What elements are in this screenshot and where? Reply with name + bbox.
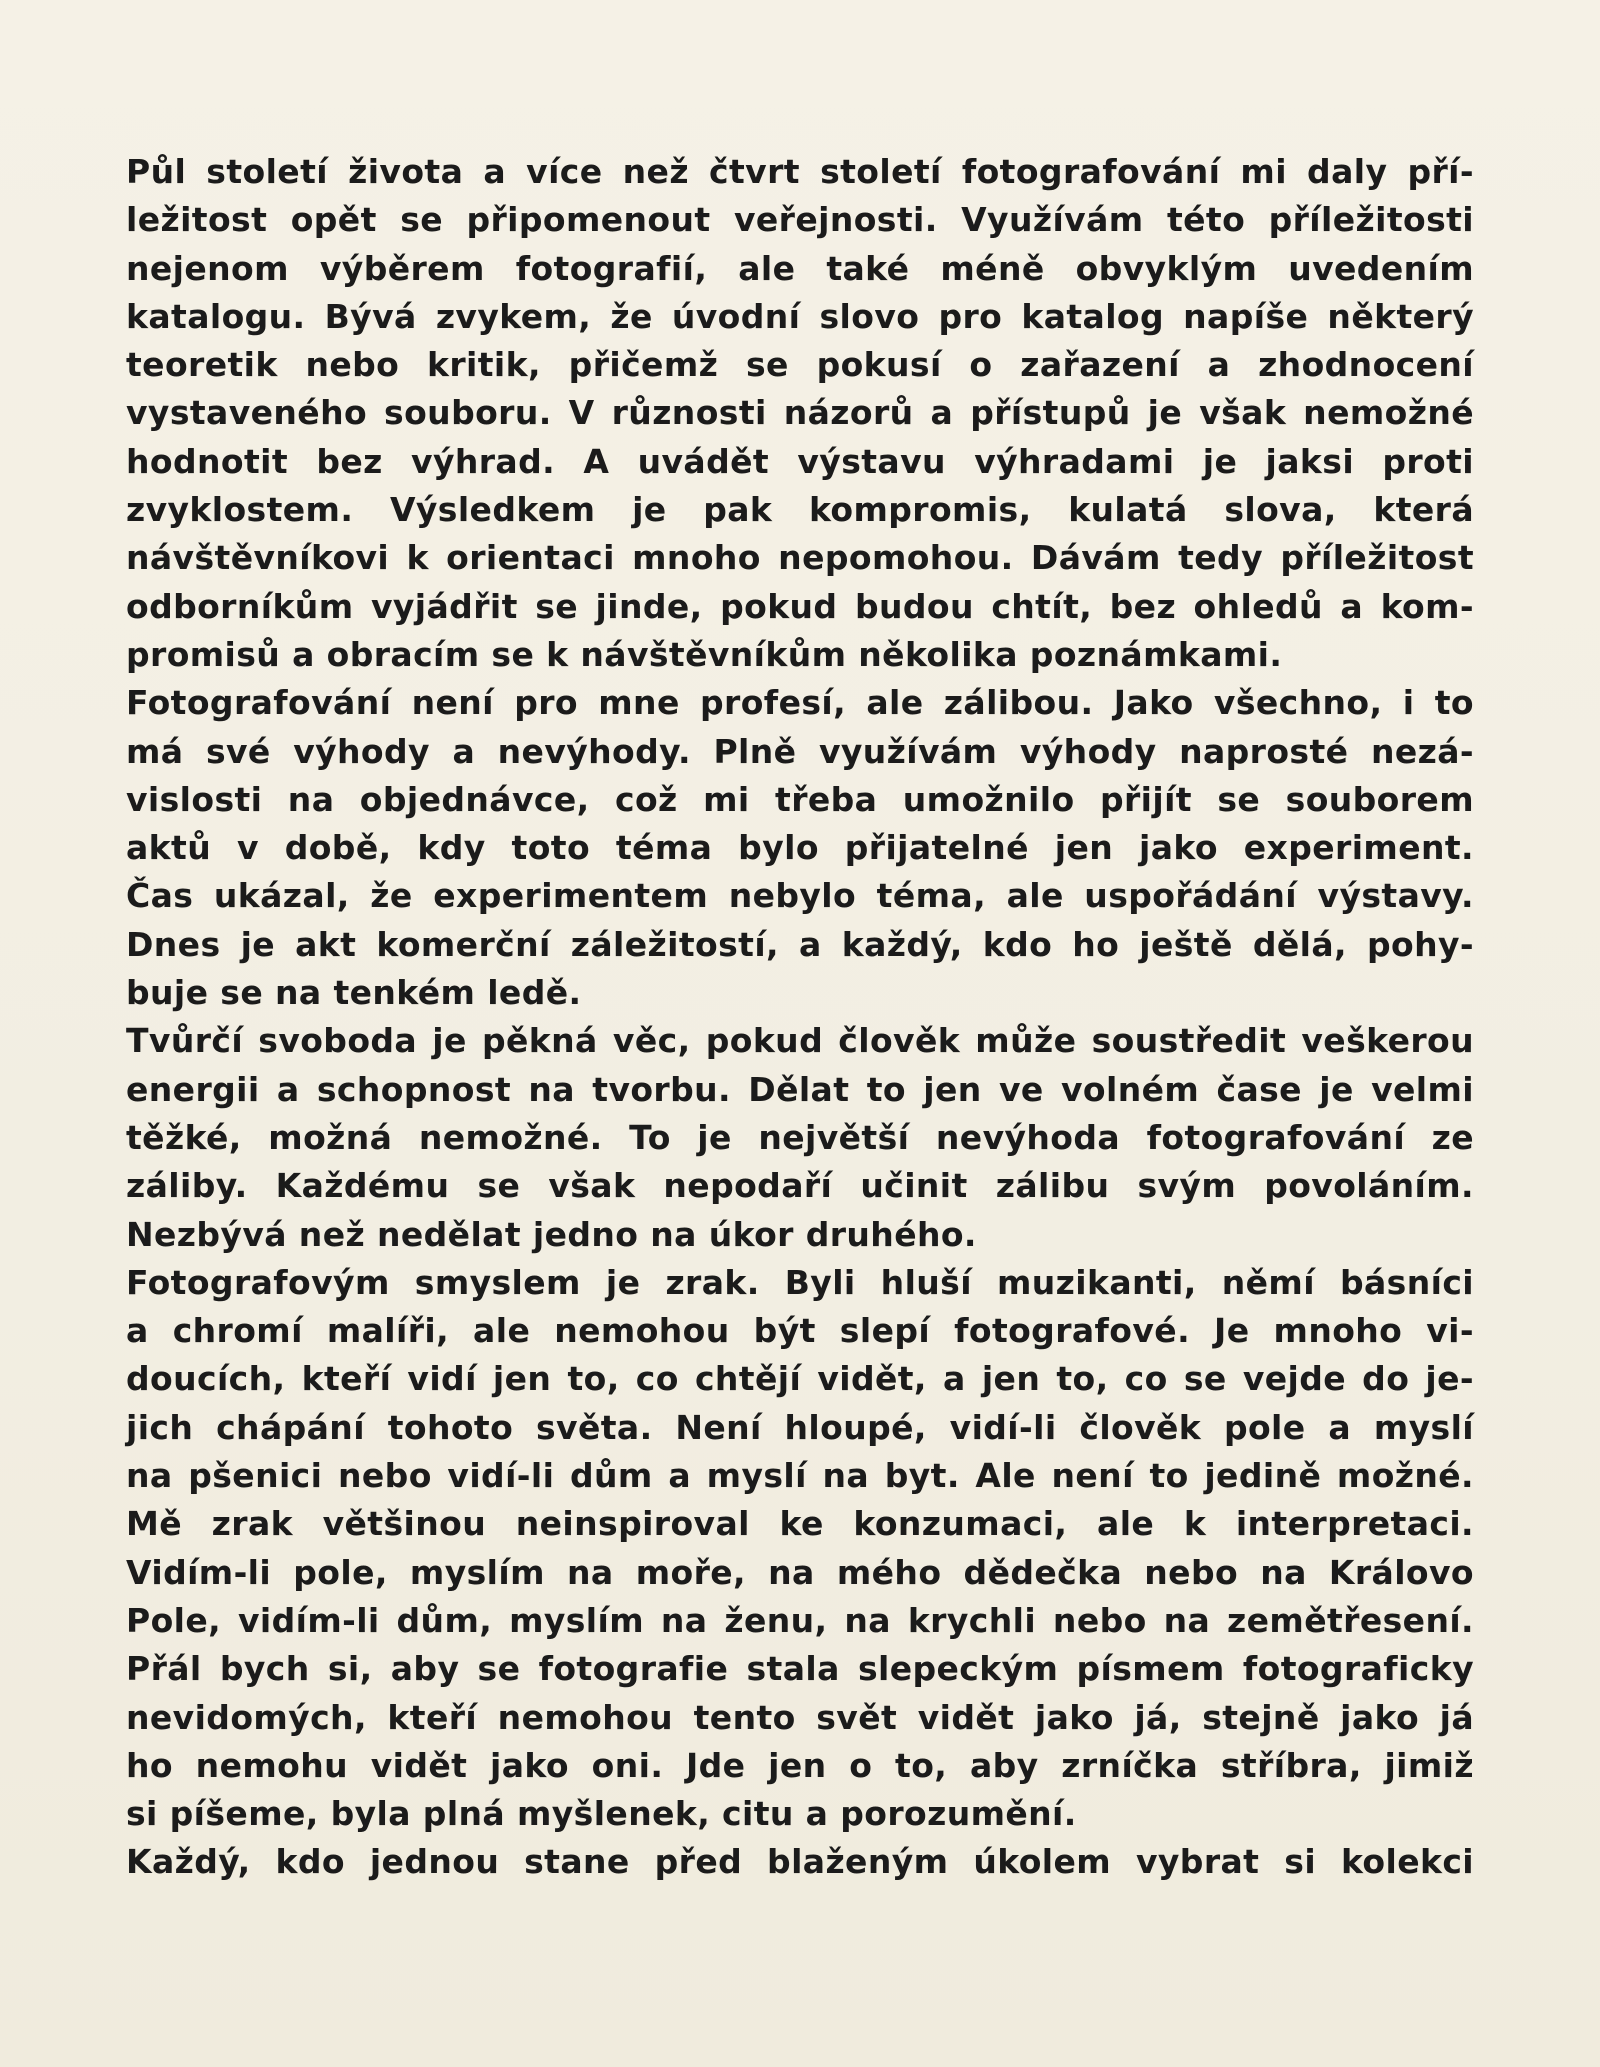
text-line: vislosti na objednávce, což mi třeba umožnilo přijít se souborem <box>126 779 1474 819</box>
text-line: hodnotit bez výhrad. A uvádět výstavu výhradami je jaksi proti <box>126 441 1474 481</box>
text-line: Fotografovým smyslem je zrak. Byli hluší muzikanti, němí básníci <box>126 1262 1474 1302</box>
text-line: na pšenici nebo vidí-li dům a myslí na byt. Ale není to jedině možné. <box>126 1456 1474 1496</box>
text-line: doucích, kteří vidí jen to, co chtějí vidět, a jen to, co se vejde do je- <box>126 1359 1474 1399</box>
text-line: těžké, možná nemožné. To je největší nevýhoda fotografování ze <box>126 1117 1474 1157</box>
text-line: zvyklostem. Výsledkem je pak kompromis, kulatá slova, která <box>126 490 1474 530</box>
text-line: buje se na tenkém ledě. <box>126 973 582 1013</box>
text-line: jich chápání tohoto světa. Není hloupé, vidí-li člověk pole a myslí <box>126 1407 1474 1447</box>
body-text <box>126 148 1474 1887</box>
text-line: nejenom výběrem fotografií, ale také méně obvyklým uvedením <box>126 248 1474 288</box>
text-line: aktů v době, kdy toto téma bylo přijatelné jen jako experiment. <box>126 828 1474 868</box>
text-line: Tvůrčí svoboda je pěkná věc, pokud člověk může soustředit veškerou <box>126 1021 1474 1061</box>
text-line: Každý, kdo jednou stane před blaženým úkolem vybrat si kolekci <box>126 1842 1474 1882</box>
text-line: odborníkům vyjádřit se jinde, pokud budou chtít, bez ohledů a kom- <box>126 586 1474 626</box>
text-line: Půl století života a více než čtvrt století fotografování mi daly pří- <box>126 152 1474 191</box>
text-line: promisů a obracím se k návštěvníkům několika poznámkami. <box>126 634 1283 674</box>
text-line: Fotografování není pro mne profesí, ale zálibou. Jako všechno, i to <box>126 683 1474 723</box>
text-line: ho nemohu vidět jako oni. Jde jen o to, aby zrníčka stříbra, jimiž <box>126 1745 1474 1785</box>
text-line: Vidím-li pole, myslím na moře, na mého dědečka nebo na Královo <box>126 1552 1474 1592</box>
text-line: Nezbývá než nedělat jedno na úkor druhého. <box>126 1214 977 1254</box>
text-line: vystaveného souboru. V různosti názorů a přístupů je však nemožné <box>126 393 1474 433</box>
text-line: záliby. Každému se však nepodaří učinit zálibu svým povoláním. <box>126 1166 1474 1206</box>
text-line: teoretik nebo kritik, přičemž se pokusí o zařazení a zhodnocení <box>126 345 1474 385</box>
text-line: a chromí malíři, ale nemohou být slepí fotografové. Je mnoho vi- <box>126 1311 1474 1351</box>
text-line: katalogu. Bývá zvykem, že úvodní slovo pro katalog napíše některý <box>126 296 1474 336</box>
text-line: Mě zrak většinou neinspiroval ke konzumaci, ale k interpretaci. <box>126 1504 1474 1544</box>
text-line: si píšeme, byla plná myšlenek, citu a porozumění. <box>126 1794 1077 1834</box>
text-line: ležitost opět se připomenout veřejnosti. Využívám této příležitosti <box>126 200 1474 240</box>
text-line: Pole, vidím-li dům, myslím na ženu, na krychli nebo na zemětřesení. <box>126 1600 1474 1640</box>
text-line: návštěvníkovi k orientaci mnoho nepomohou. Dávám tedy příležitost <box>126 538 1474 578</box>
text-line: Dnes je akt komerční záležitostí, a každý, kdo ho ještě dělá, pohy- <box>126 924 1474 964</box>
text-line: energii a schopnost na tvorbu. Dělat to jen ve volném čase je velmi <box>126 1069 1474 1109</box>
text-line: nevidomých, kteří nemohou tento svět vidět jako já, stejně jako já <box>126 1697 1474 1737</box>
text-line: má své výhody a nevýhody. Plně využívám výhody naprosté nezá- <box>126 731 1474 771</box>
text-line: Přál bych si, aby se fotografie stala slepeckým písmem fotograficky <box>126 1649 1474 1689</box>
text-line: Čas ukázal, že experimentem nebylo téma, ale uspořádání výstavy. <box>126 876 1474 916</box>
